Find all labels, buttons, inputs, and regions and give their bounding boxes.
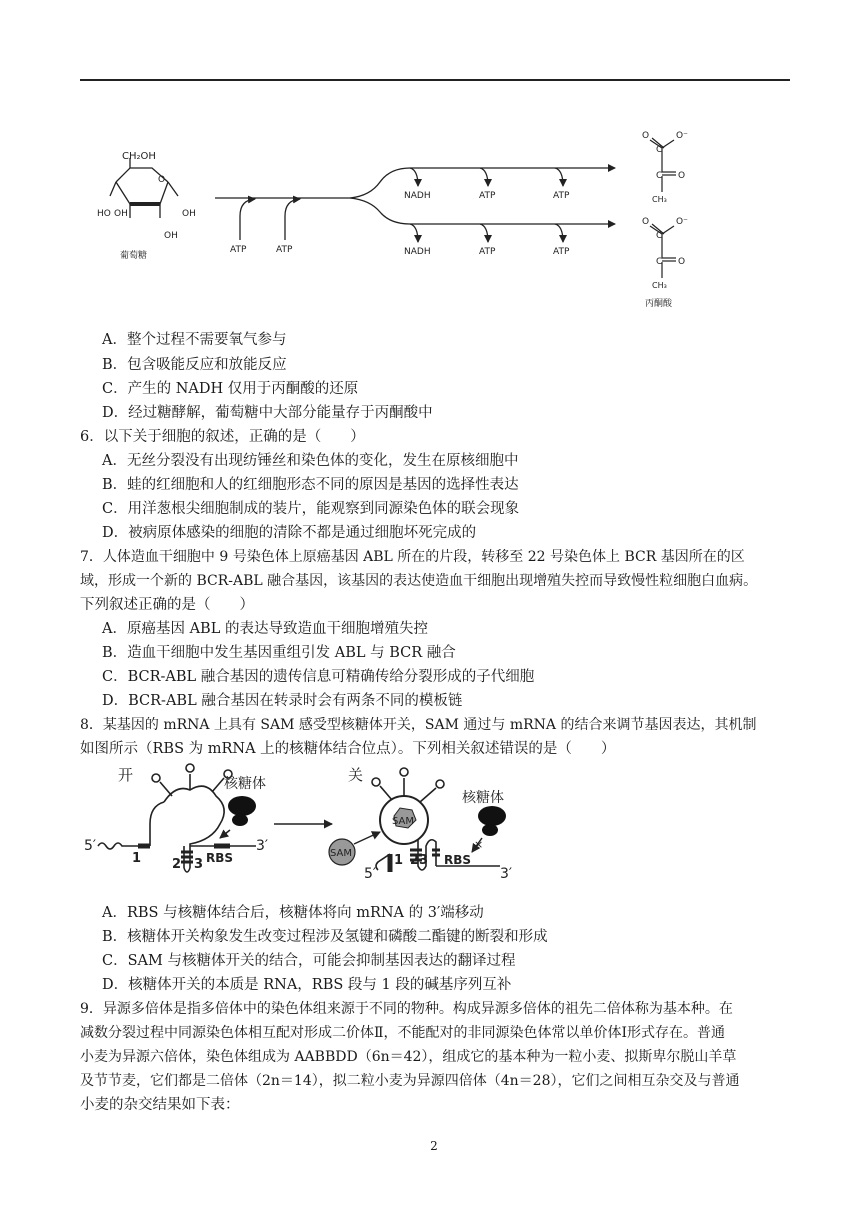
segment-23-label-off: 23 xyxy=(410,853,429,868)
pathway-arrows xyxy=(215,168,615,242)
q8-stem-line1: 8．某基因的 mRNA 上具有 SAM 感受型核糖体开关，SAM 通过与 mRNA 的结合来调节基因表达，其机制 xyxy=(80,717,757,733)
q9-line1: 9．异源多倍体是指多倍体中的染色体组来源于不同的物种。构成异源多倍体的祖先二倍体称为基本种。在 xyxy=(80,1001,733,1017)
switch-off-label: 关 xyxy=(348,766,364,784)
q8-option-a: A．RBS 与核糖体结合后，核糖体将向 mRNA 的 3′端移动 xyxy=(102,905,484,921)
pyruvate-structure-bottom xyxy=(650,224,676,278)
header-rule xyxy=(80,79,790,81)
q7-option-b: B．造血干细胞中发生基因重组引发 ABL 与 BCR 融合 xyxy=(102,645,456,661)
nadh-bottom: NADH xyxy=(404,247,431,257)
q7-option-a: A．原癌基因 ABL 的表达导致造血干细胞增殖失控 xyxy=(102,621,428,637)
atp-top-2: ATP xyxy=(553,191,570,201)
segment-1-label-on: 1 xyxy=(132,851,142,866)
nadh-top: NADH xyxy=(404,191,431,201)
pairing-ticks-on xyxy=(181,852,193,862)
switch-on-label: 开 xyxy=(118,766,134,784)
five-prime-label-off: 5′ xyxy=(364,866,377,882)
bound-sam-label: SAM xyxy=(392,816,415,827)
blocked-cross-icon: × xyxy=(474,838,484,851)
pyruvate-bottom-o: O xyxy=(642,217,650,227)
page-number: 2 xyxy=(430,1139,438,1153)
q9-line5: 小麦的杂交结果如下表： xyxy=(80,1097,240,1113)
pyruvate-structure-top xyxy=(650,138,676,192)
pyruvate-top-o2: O xyxy=(678,171,686,181)
q5-option-d: D．经过糖酵解，葡萄糖中大部分能量存于丙酮酸中 xyxy=(102,405,433,421)
atp-bottom-1: ATP xyxy=(479,247,496,257)
q7-option-c: C．BCR-ABL 融合基因的遗传信息可精确传给分裂形成的子代细胞 xyxy=(102,669,535,685)
free-sam-label: SAM xyxy=(330,848,353,859)
glucose-name-label: 葡萄糖 xyxy=(120,251,148,261)
q6-option-d: D．被病原体感染的细胞的清除不都是通过细胞坏死完成的 xyxy=(102,525,477,541)
q6-option-a: A．无丝分裂没有出现纺锤丝和染色体的变化，发生在原核细胞中 xyxy=(102,453,519,469)
pyruvate-bottom-c2: C xyxy=(656,257,663,267)
ribosome-label-on: 核糖体 xyxy=(224,776,266,792)
pyruvate-top-o-minus: O⁻ xyxy=(676,131,688,141)
three-prime-label-on: 3′ xyxy=(256,838,269,854)
sam-binding-arrow xyxy=(354,832,380,844)
q7-stem-line1: 7．人体造血干细胞中 9 号染色体上原癌基因 ABL 所在的片段，转移至 22 号染色体上 BCR 基因所在的区 xyxy=(80,549,745,565)
q8-option-d: D．核糖体开关的本质是 RNA，RBS 段与 1 段的碱基序列互补 xyxy=(102,977,512,993)
q6-option-b: B．蛙的红细胞和人的红细胞形态不同的原因是基因的选择性表达 xyxy=(102,477,519,493)
glycolysis-figure xyxy=(80,118,720,318)
q8-option-c: C．SAM 与核糖体开关的结合，可能会抑制基因表达的翻译过程 xyxy=(102,953,516,969)
q5-option-a: A．整个过程不需要氧气参与 xyxy=(102,332,287,348)
q9-line3: 小麦为异源六倍体，染色体组成为 AABBDD（6n＝42），组成它的基本种为一粒小麦、拟斯卑尔脱山羊草 xyxy=(80,1049,737,1065)
ribosome-on-icon xyxy=(220,796,256,838)
q7-stem-line3: 下列叙述正确的是（ ） xyxy=(80,597,254,613)
q8-option-b: B．核糖体开关构象发生改变过程涉及氢键和磷酸二酯键的断裂和形成 xyxy=(102,929,548,945)
pyruvate-bottom-c1: C xyxy=(656,231,663,241)
segment-1-label-off: 1 xyxy=(394,853,404,868)
pyruvate-bottom-ch3: CH₃ xyxy=(652,281,667,290)
q7-option-d: D．BCR-ABL 融合基因在转录时会有两条不同的模板链 xyxy=(102,693,463,709)
riboswitch-figure xyxy=(80,762,540,898)
five-prime-label-on: 5′ xyxy=(84,838,97,854)
atp-bottom-2: ATP xyxy=(553,247,570,257)
glucose-oh-bottom: OH xyxy=(164,231,178,241)
pyruvate-bottom-o2: O xyxy=(678,257,686,267)
atp-input-1: ATP xyxy=(230,245,247,255)
pyruvate-name-label: 丙酮酸 xyxy=(645,299,673,309)
pyruvate-top-ch3: CH₃ xyxy=(652,195,667,204)
segment-2-label-on: 2 xyxy=(172,857,182,872)
pyruvate-bottom-o-minus: O⁻ xyxy=(676,217,688,227)
glucose-ho-left: HO xyxy=(97,209,111,219)
glucose-oh-mid: OH xyxy=(114,209,128,219)
q9-line2: 减数分裂过程中同源染色体相互配对形成二价体Ⅱ，不能配对的非同源染色体常以单价体Ⅰ形式存在。普通 xyxy=(80,1025,726,1041)
ribosome-label-off: 核糖体 xyxy=(462,790,504,806)
three-prime-label-off: 3′ xyxy=(500,866,513,882)
rbs-label-on: RBS xyxy=(206,851,234,865)
pyruvate-top-o: O xyxy=(642,131,650,141)
pyruvate-top-c1: C xyxy=(656,145,663,155)
q7-stem-line2: 域，形成一个新的 BCR-ABL 融合基因，该基因的表达使造血干细胞出现增殖失控而导致慢性粒细胞白血病。 xyxy=(80,573,758,589)
q5-option-b: B．包含吸能反应和放能反应 xyxy=(102,357,287,373)
atp-input-2: ATP xyxy=(276,245,293,255)
glucose-oh-right: OH xyxy=(182,209,196,219)
q5-option-c: C．产生的 NADH 仅用于丙酮酸的还原 xyxy=(102,381,359,397)
ribosome-off-icon xyxy=(472,806,506,852)
pyruvate-top-c2: C xyxy=(656,171,663,181)
q9-line4: 及节节麦，它们都是二倍体（2n＝14），拟二粒小麦为异源四倍体（4n＝28），它们之间相互杂交及与普通 xyxy=(80,1073,740,1089)
q6-option-c: C．用洋葱根尖细胞制成的装片，能观察到同源染色体的联会现象 xyxy=(102,501,520,517)
atp-top-1: ATP xyxy=(479,191,496,201)
segment-3-label-on: 3 xyxy=(194,857,204,872)
q6-stem: 6．以下关于细胞的叙述，正确的是（ ） xyxy=(80,429,365,445)
rbs-label-off: RBS xyxy=(444,853,472,867)
glucose-ch2oh-label: CH₂OH xyxy=(122,151,156,162)
ring-oxygen-label: O xyxy=(158,175,166,185)
q8-stem-line2: 如图所示（RBS 为 mRNA 上的核糖体结合位点）。下列相关叙述错误的是（ ） xyxy=(80,741,616,757)
